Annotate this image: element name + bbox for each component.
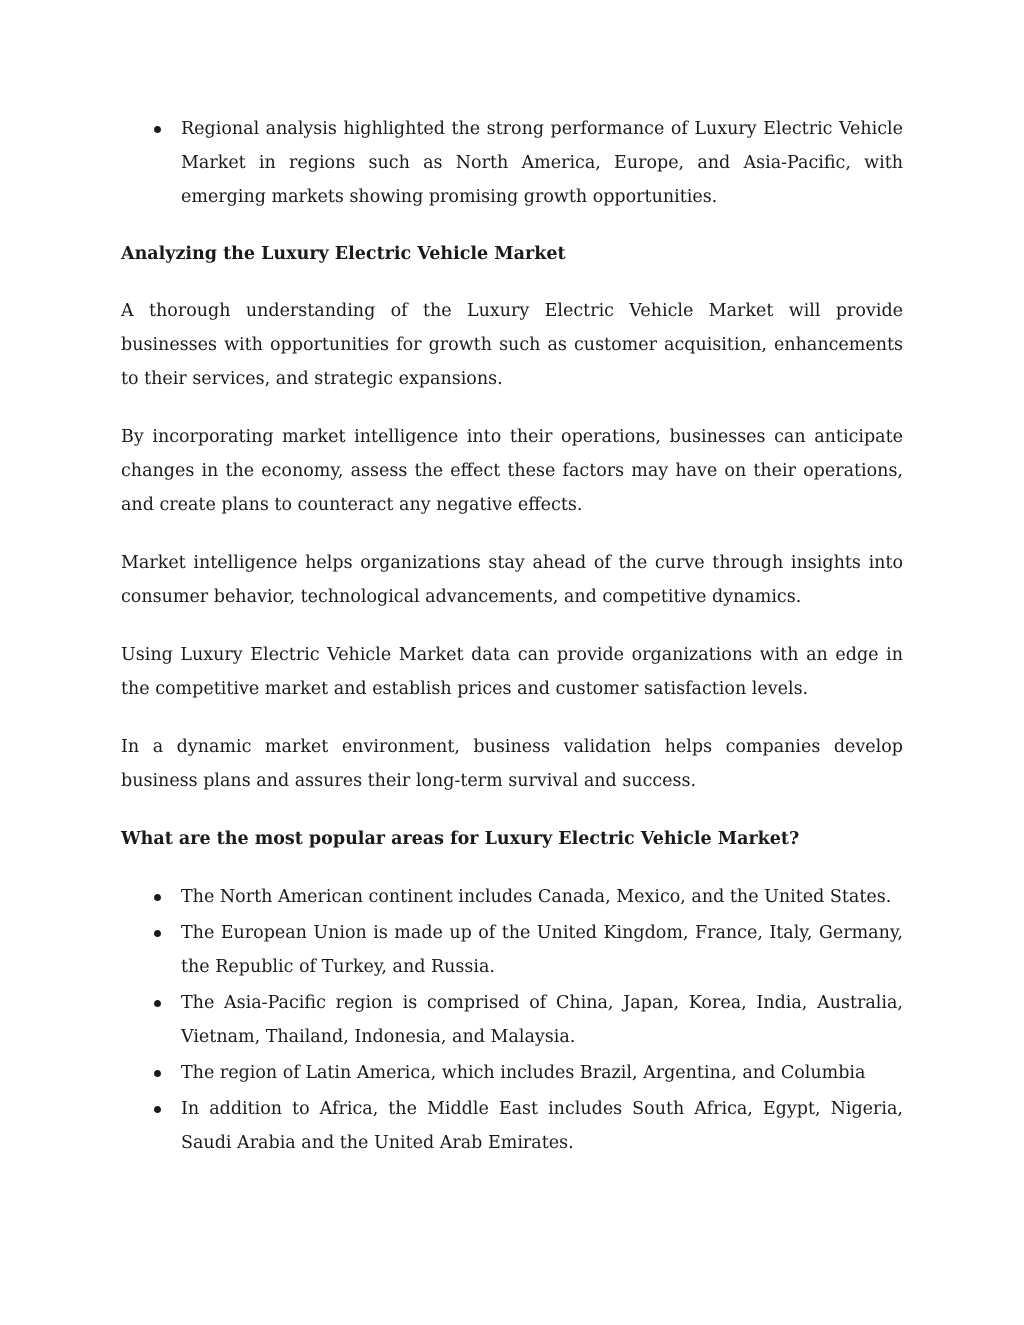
list-item: [121, 1092, 903, 1160]
bullet-icon: [154, 126, 161, 133]
list-item: [121, 916, 903, 984]
regions-list: [121, 880, 903, 1160]
list-item-text: The European Union is made up of the United Kingdom, France, Italy, Germany, the Republic of Turkey, and Russia.: [181, 923, 903, 977]
list-item-text: In addition to Africa, the Middle East includes South Africa, Egypt, Nigeria, Saudi Arabia and the United Arab Emirates.: [181, 1099, 903, 1153]
regional-summary-list: [121, 112, 903, 214]
section-heading-popular-areas: What are the most popular areas for Luxury Electric Vehicle Market?: [121, 829, 800, 849]
bullet-icon: [154, 1106, 161, 1113]
paragraph: By incorporating market intelligence into their operations, businesses can anticipate changes in the economy, assess the effect these factors may have on their operations, and create plans to counteract any negative effects.: [121, 427, 903, 515]
list-item-text: The North American continent includes Canada, Mexico, and the United States.: [181, 887, 892, 907]
paragraph: In a dynamic market environment, business validation helps companies develop business plans and assures their long-term survival and success.: [121, 737, 903, 791]
list-item: [121, 986, 903, 1054]
paragraph: Market intelligence helps organizations stay ahead of the curve through insights into consumer behavior, technological advancements, and competitive dynamics.: [121, 553, 903, 607]
list-item: [121, 880, 903, 914]
bullet-icon: [154, 930, 161, 937]
bullet-icon: [154, 1000, 161, 1007]
list-item: [121, 112, 903, 214]
bullet-icon: [154, 1070, 161, 1077]
paragraph: A thorough understanding of the Luxury Electric Vehicle Market will provide businesses with opportunities for growth such as customer acquisition, enhancements to their services, and strategic expansions.: [121, 301, 903, 389]
section-heading-analyzing: Analyzing the Luxury Electric Vehicle Market: [121, 244, 566, 264]
paragraph: Using Luxury Electric Vehicle Market data can provide organizations with an edge in the competitive market and establish prices and customer satisfaction levels.: [121, 645, 903, 699]
bullet-icon: [154, 894, 161, 901]
document-page: [121, 112, 903, 1162]
list-item-text: Regional analysis highlighted the strong performance of Luxury Electric Vehicle Market in regions such as North America, Europe, and Asia-Pacific, with emerging markets showing promising growth opportunities.: [181, 119, 903, 207]
list-item-text: The Asia-Pacific region is comprised of China, Japan, Korea, India, Australia, Vietnam, Thailand, Indonesia, and Malaysia.: [181, 993, 903, 1047]
list-item-text: The region of Latin America, which includes Brazil, Argentina, and Columbia: [181, 1063, 866, 1083]
list-item: [121, 1056, 903, 1090]
